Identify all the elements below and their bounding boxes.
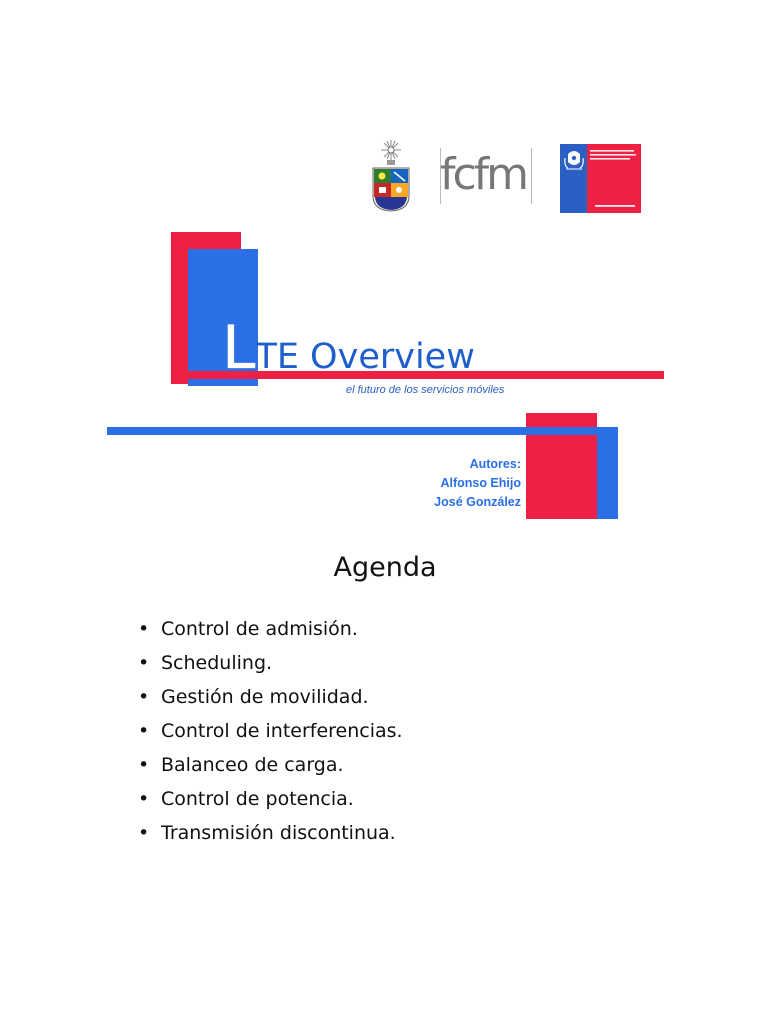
agenda-list [138, 615, 403, 853]
agenda-item [138, 615, 403, 649]
authors-block [434, 455, 521, 512]
agenda-item [138, 649, 403, 683]
authors-label: Autores: [469, 457, 521, 471]
agenda-item-text: Gestión de movilidad. [161, 686, 369, 708]
agenda-item-text: Control de admisión. [161, 618, 358, 640]
agenda-item [138, 819, 403, 853]
author-name: Alfonso Ehijo [440, 476, 521, 490]
bullet-icon: • [138, 686, 150, 708]
bullet-icon: • [138, 652, 150, 674]
slide-title [222, 313, 475, 383]
bullet-icon: • [138, 720, 150, 742]
agenda-item-text: Scheduling. [161, 652, 273, 674]
title-rest: TE Overview [255, 337, 475, 377]
agenda-item-text: Transmisión discontinua. [161, 822, 396, 844]
bullet-icon: • [138, 618, 150, 640]
agenda-item [138, 785, 403, 819]
agenda-item [138, 751, 403, 785]
bullet-icon: • [138, 788, 150, 810]
agenda-item [138, 717, 403, 751]
decor-blue-line [107, 427, 618, 435]
fcfm-logo-text: fcfm [440, 149, 527, 200]
agenda-heading: Agenda [333, 552, 437, 583]
agenda-item-text: Control de potencia. [161, 788, 354, 810]
university-seal-logo [370, 138, 412, 212]
fcfm-logo [440, 148, 532, 204]
government-logo [560, 144, 641, 213]
decor-red-box-front [526, 435, 597, 519]
bullet-icon: • [138, 754, 150, 776]
agenda-item-text: Balanceo de carga. [161, 754, 344, 776]
bullet-icon: • [138, 822, 150, 844]
title-first-letter: L [222, 313, 256, 383]
agenda-item [138, 683, 403, 717]
agenda-item-text: Control de interferencias. [161, 720, 403, 742]
slide-subtitle: el futuro de los servicios móviles [346, 384, 505, 396]
author-name: José González [434, 495, 521, 509]
